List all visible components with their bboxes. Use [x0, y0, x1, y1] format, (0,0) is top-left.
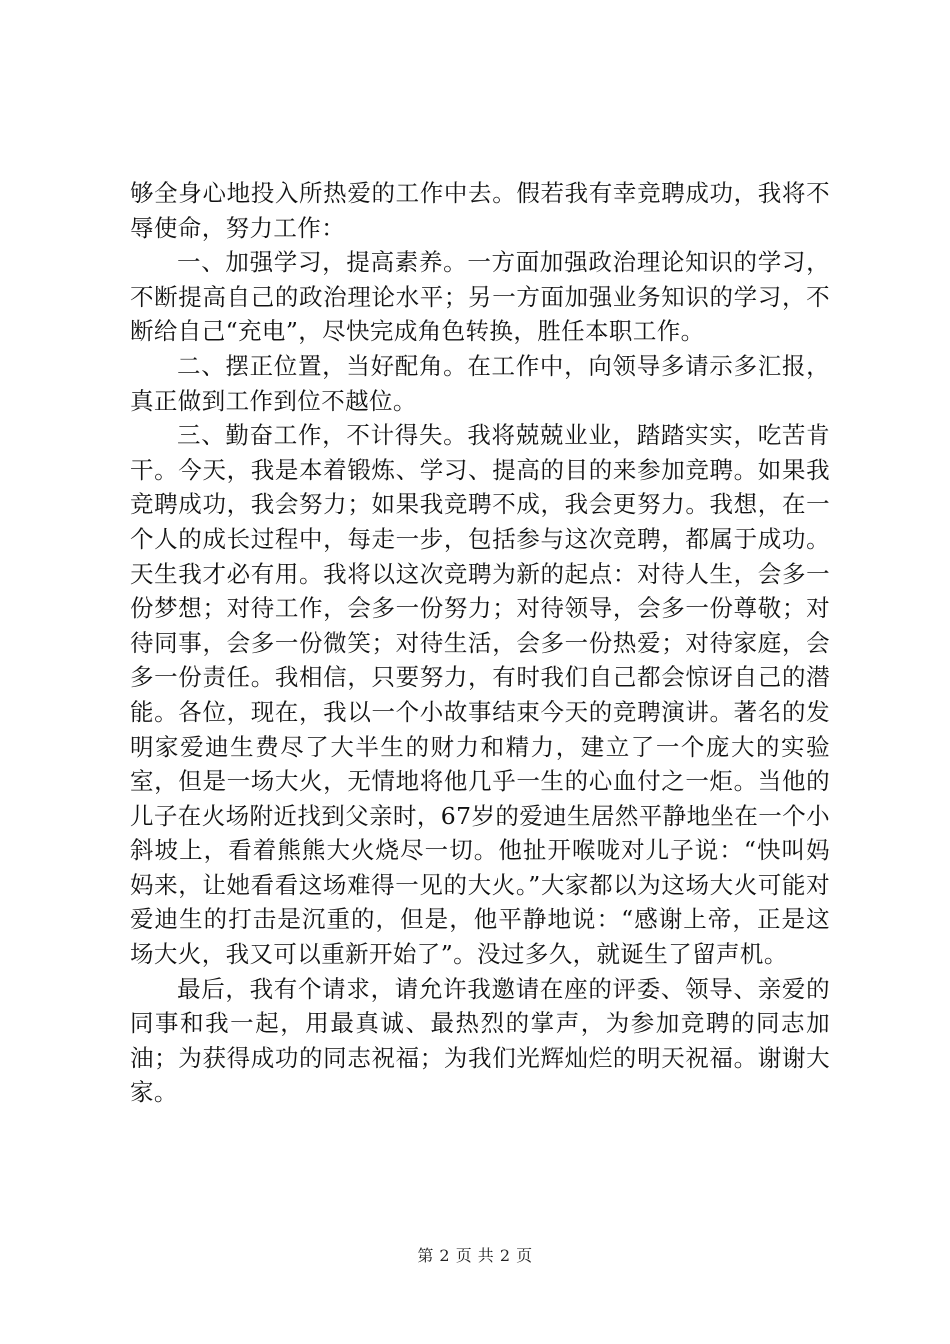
paragraph-2: 一、加强学习，提高素养。一方面加强政治理论知识的学习，不断提高自己的政治理论水平；另一方面加强业务知识的学习，不断给自己“充电”，尽快完成角色转换，胜任本职工作。 [130, 248, 830, 346]
paragraph-3: 二、摆正位置，当好配角。在工作中，向领导多请示多汇报，真正做到工作到位不越位。 [130, 351, 830, 415]
page-footer [0, 1246, 950, 1266]
page-number-label: 第 2 页 共 2 页 [417, 1246, 533, 1265]
paragraph-4: 三、勤奋工作，不计得失。我将兢兢业业，踏踏实实，吃苦肯干。今天，我是本着锻炼、学习、提高的目的来参加竞聘。如果我竞聘成功，我会努力；如果我竞聘不成，我会更努力。我想，在一个人的成长过程中，每走一步，包括参与这次竞聘，都属于成功。天生我才必有用。我将以这次竞聘为新的起点：对待人生，会多一份梦想；对待工作，会多一份努力；对待领导，会多一份尊敬；对待同事，会多一份微笑；对待生活，会多一份热爱；对待家庭，会多一份责任。我相信，只要努力，有时我们自己都会惊讶自己的潜能。各位，现在，我以一个小故事结束今天的竞聘演讲。著名的发明家爱迪生费尽了大半生的财力和精力，建立了一个庞大的实验室，但是一场大火，无情地将他几乎一生的心血付之一炬。当他的儿子在火场附近找到父亲时，67岁的爱迪生居然平静地坐在一个小斜坡上，看着熊熊大火烧尽一切。他扯开喉咙对儿子说：“快叫妈妈来，让她看看这场难得一见的大火。”大家都以为这场大火可能对爱迪生的打击是沉重的，但是，他平静地说：“感谢上帝，正是这场大火，我又可以重新开始了”。没过多久，就诞生了留声机。 [130, 421, 830, 969]
paragraph-1: 够全身心地投入所热爱的工作中去。假若我有幸竞聘成功，我将不辱使命，努力工作： [130, 179, 830, 242]
paragraph-5: 最后，我有个请求，请允许我邀请在座的评委、领导、亲爱的同事和我一起，用最真诚、最热烈的掌声，为参加竞聘的同志加油；为获得成功的同志祝福；为我们光辉灿烂的明天祝福。谢谢大家。 [130, 974, 830, 1107]
document-body [130, 176, 830, 1110]
